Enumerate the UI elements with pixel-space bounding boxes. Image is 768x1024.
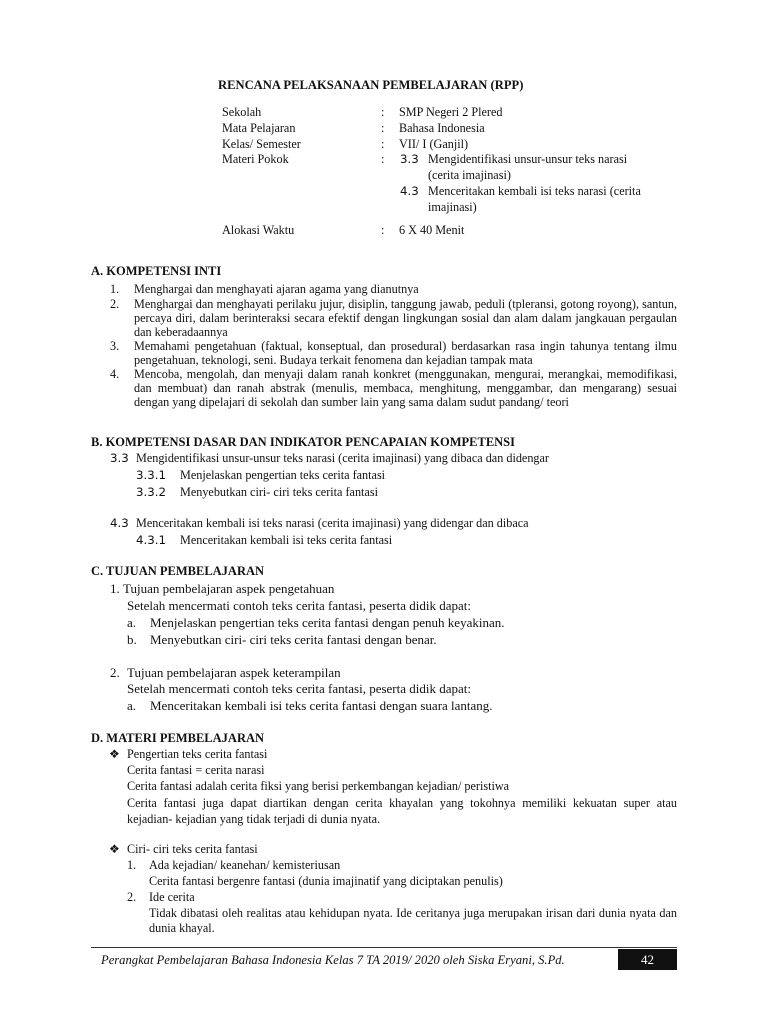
ciri-title: Ide cerita: [149, 890, 195, 904]
kd-number: 3.3: [110, 451, 129, 465]
kd-text: Menceritakan kembali isi teks narasi (cerita imajinasi) yang didengar dan dibaca: [136, 516, 529, 530]
identity-colon: :: [381, 152, 385, 166]
kd-number: 4.3: [110, 516, 129, 530]
materi-item-text: (cerita imajinasi): [428, 168, 511, 182]
materi-line: Cerita fantasi = cerita narasi: [127, 763, 265, 777]
materi-item-text: Menceritakan kembali isi teks narasi (cerita: [428, 184, 641, 198]
ciri-title: Ada kejadian/ keanehan/ kemisteriusan: [149, 858, 341, 872]
ciri-desc: Tidak dibatasi oleh realitas atau kehidupan nyata. Ide ceritanya juga merupakan irisan dari dunia nyata dan dunia khayal.: [149, 906, 677, 935]
section-b-heading: B. KOMPETENSI DASAR DAN INDIKATOR PENCAPAIAN KOMPETENSI: [91, 435, 515, 449]
indicator-number: 3.3.1: [136, 468, 167, 482]
identity-label-sekolah: Sekolah: [222, 105, 262, 119]
ciri-desc: Cerita fantasi bergenre fantasi (dunia imajinatif yang diciptakan penulis): [149, 874, 503, 888]
indicator-number: 3.3.2: [136, 485, 167, 499]
goal-item-letter: a.: [127, 698, 137, 713]
document-title: RENCANA PELAKSANAAN PEMBELAJARAN (RPP): [218, 78, 524, 92]
section-c-heading: C. TUJUAN PEMBELAJARAN: [91, 564, 265, 578]
identity-value-sekolah: SMP Negeri 2 Plered: [399, 105, 503, 119]
indicator-text: Menceritakan kembali isi teks cerita fantasi: [180, 533, 393, 547]
ciri-number: 1.: [127, 858, 137, 872]
indicator-text: Menyebutkan ciri- ciri teks cerita fantasi: [180, 485, 378, 499]
identity-label-kelas: Kelas/ Semester: [222, 137, 301, 151]
ciri-number: 2.: [127, 890, 137, 904]
diamond-bullet-icon: ❖: [109, 842, 120, 856]
identity-colon: :: [381, 223, 385, 237]
list-number: 1.: [110, 282, 120, 296]
goal-item: Menjelaskan pengertian teks cerita fantasi dengan penuh keyakinan.: [150, 615, 505, 630]
goal-number: 1.: [110, 581, 120, 596]
goal-title: Tujuan pembelajaran aspek pengetahuan: [123, 581, 335, 596]
list-item: Memahami pengetahuan (faktual, konseptual, dan prosedural) berdasarkan rasa ingin tahunya tentang ilmu pengetahuan, teknologi, seni. Budaya terkait fenomena dan kejadian tampak mata: [134, 339, 677, 367]
identity-colon: :: [381, 137, 385, 151]
goal-item-letter: b.: [127, 632, 137, 647]
identity-value-kelas: VII/ I (Ganjil): [399, 137, 469, 151]
goal-title: Tujuan pembelajaran aspek keterampilan: [127, 665, 341, 680]
identity-colon: :: [381, 105, 385, 119]
goal-number: 2.: [110, 665, 120, 680]
footer-text: Perangkat Pembelajaran Bahasa Indonesia Kelas 7 TA 2019/ 2020 oleh Siska Eryani, S.Pd.: [101, 953, 565, 967]
materi-subtitle: Pengertian teks cerita fantasi: [127, 747, 268, 761]
list-number: 4.: [110, 367, 120, 381]
footer-rule: [91, 947, 677, 948]
page-number: 42: [618, 949, 677, 970]
list-item: Menghargai dan menghayati perilaku jujur, disiplin, tanggung jawab, peduli (tpleransi, gotong royong), santun, percaya diri, dalam berinteraksi secara efektif dengan lingkungan sosial dan alam dalam jangkauan pergaulan dan keberadaannya: [134, 297, 677, 339]
kd-text: Mengidentifikasi unsur-unsur teks narasi (cerita imajinasi) yang dibaca dan didengar: [136, 451, 549, 465]
materi-line: Cerita fantasi juga dapat diartikan dengan cerita khayalan yang tokohnya memiliki kekuatan super atau kejadian- kejadian yang tidak terjadi di dunia nyata.: [127, 796, 677, 826]
goal-item: Menyebutkan ciri- ciri teks cerita fantasi dengan benar.: [150, 632, 437, 647]
identity-label-materi: Materi Pokok: [222, 152, 289, 166]
list-number: 3.: [110, 339, 120, 353]
materi-line: Cerita fantasi adalah cerita fiksi yang berisi perkembangan kejadian/ peristiwa: [127, 779, 510, 793]
materi-item-text: imajinasi): [428, 200, 477, 214]
identity-value-alokasi: 6 X 40 Menit: [399, 223, 465, 237]
list-number: 2.: [110, 297, 120, 311]
identity-colon: :: [381, 121, 385, 135]
goal-intro: Setelah mencermati contoh teks cerita fantasi, peserta didik dapat:: [127, 681, 472, 696]
list-item: Menghargai dan menghayati ajaran agama yang dianutnya: [134, 282, 419, 296]
indicator-text: Menjelaskan pengertian teks cerita fantasi: [180, 468, 386, 482]
goal-item: Menceritakan kembali isi teks cerita fantasi dengan suara lantang.: [150, 698, 493, 713]
identity-value-mapel: Bahasa Indonesia: [399, 121, 485, 135]
section-d-heading: D. MATERI PEMBELAJARAN: [91, 731, 265, 745]
materi-item-number: 3.3: [400, 152, 419, 166]
diamond-bullet-icon: ❖: [109, 747, 120, 761]
identity-label-alokasi: Alokasi Waktu: [222, 223, 295, 237]
section-a-heading: A. KOMPETENSI INTI: [91, 264, 222, 278]
list-item: Mencoba, mengolah, dan menyaji dalam ranah konkret (menggunakan, mengurai, merangkai, memodifikasi, dan membuat) dan ranah abstrak (menulis, membaca, menghitung, menggambar, dan mengarang) sesuai dengan yang dipelajari di sekolah dan sumber lain yang sama dalam sudut pandang/ teori: [134, 367, 677, 409]
materi-item-number: 4.3: [400, 184, 419, 198]
indicator-number: 4.3.1: [136, 533, 167, 547]
materi-subtitle: Ciri- ciri teks cerita fantasi: [127, 842, 258, 856]
goal-intro: Setelah mencermati contoh teks cerita fantasi, peserta didik dapat:: [127, 598, 472, 613]
materi-item-text: Mengidentifikasi unsur-unsur teks narasi: [428, 152, 628, 166]
goal-item-letter: a.: [127, 615, 137, 630]
identity-label-mapel: Mata Pelajaran: [222, 121, 296, 135]
